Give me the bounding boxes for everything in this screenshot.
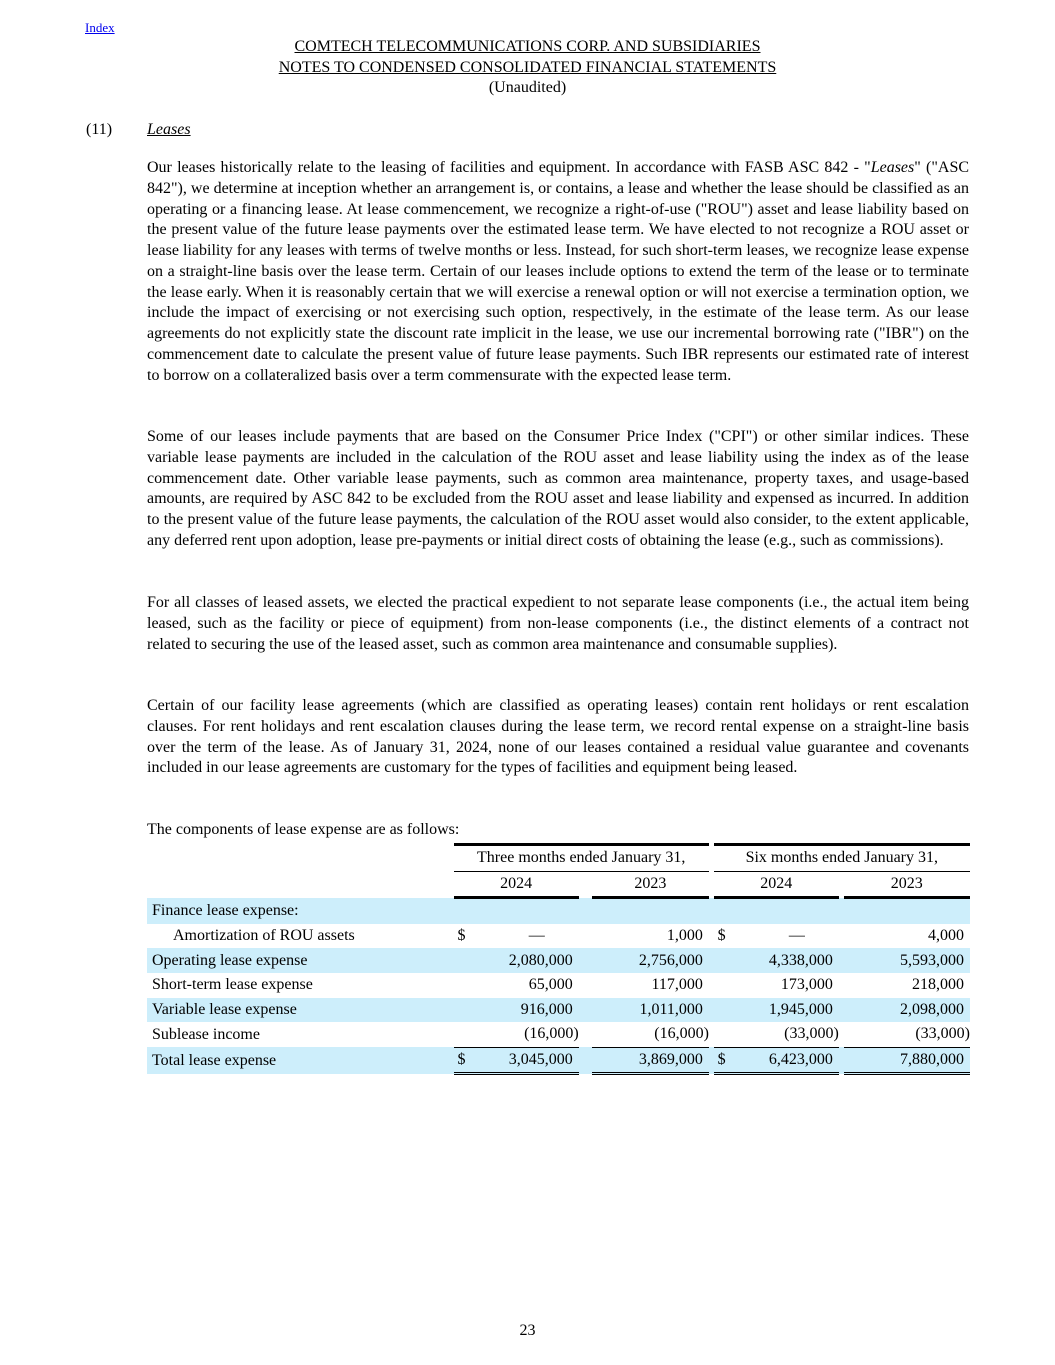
note-title: Leases (147, 121, 191, 138)
cell-value: 4,338,000 (768, 951, 833, 969)
table-row-total (147, 1047, 970, 1074)
table-row (147, 924, 970, 949)
cell-value: (16,000) (524, 1025, 579, 1043)
table-year-header-row (147, 871, 970, 898)
cell-value: (33,000) (784, 1025, 839, 1043)
year-header: 2023 (844, 871, 971, 898)
note-number: (11) (86, 121, 113, 138)
cell-value: (33,000) (915, 1025, 970, 1043)
dollar-sign: $ (457, 927, 466, 945)
dollar-sign: $ (454, 1047, 472, 1074)
paragraph-variable-payments: Some of our leases include payments that are based on the Consumer Price Index ("CPI") or other similar indices. These variable lease payments are included in the calculation of the ROU asset and lease liability using the index as of the lease commencement date. Other variable lease payments, such as common area maintenance, property taxes, and usage-based amounts, are required by ASC 842 to be excluded from the ROU asset and lease liability and expensed as incurred. In addition to the present value of the future lease payments, the calculation of the ROU asset would also consider, to the extent applicable, any deferred rent upon adoption, lease pre-payments or initial direct costs of obtaining the lease (e.g., such as commissions). (147, 428, 969, 549)
company-name: COMTECH TELECOMMUNICATIONS CORP. AND SUBSIDIARIES (294, 38, 761, 55)
table-group-header-row (147, 845, 970, 872)
cell-value: 1,011,000 (639, 1000, 703, 1018)
cell-value: 173,000 (780, 976, 833, 994)
table-intro: The components of lease expense are as follows: (147, 821, 460, 838)
cell-value: 1,000 (666, 927, 703, 945)
cell-value: 7,880,000 (844, 1047, 971, 1074)
header-six-months: Six months ended January 31, (714, 845, 970, 872)
paragraph-lease-policy (147, 158, 969, 386)
row-label: Short-term lease expense (152, 976, 313, 994)
table-row (147, 1022, 970, 1047)
header-three-months: Three months ended January 31, (454, 845, 709, 872)
cell-value: 2,756,000 (638, 951, 703, 969)
row-label: Finance lease expense: (152, 901, 299, 919)
cell-value: 4,000 (928, 927, 964, 945)
page-number: 23 (519, 1322, 536, 1339)
cell-value: 6,423,000 (731, 1047, 839, 1074)
table-row (147, 948, 970, 973)
dollar-sign: $ (717, 927, 726, 945)
cell-value: 916,000 (520, 1000, 573, 1018)
cell-value: 3,869,000 (592, 1047, 709, 1074)
cell-value: — (788, 927, 805, 945)
paragraph-text: " ("ASC 842"), we determine at inception whether an arrangement is, or contains, a lease and whether the lease should be classified as an operating or a financing lease. At lease commencement, we recognize a right-of-use ("ROU") asset and lease liability based on the present value of the future lease payments over the estimated lease term. We have elected to not recognize a ROU asset or lease liability for any leases with terms of twelve months or less. Instead, for such short-term leases, we recognize lease expense on a straight-line basis over the lease term. Certain of our leases include options to extend the term of the lease or to terminate the lease early. When it is reasonably certain that we will exercise a renewal option or will not exercise a termination option, we include the impact of exercising or not exercising such option, respectively, in the estimate of the lease term. As our lease agreements do not explicitly state the discount rate implicit in the lease, we use our incremental borrowing rate ("IBR") on the commencement date to calculate the present value of future lease payments. Such IBR represents our estimated rate of interest to borrow on a collateralized basis over a term commensurate with the expected lease term. (147, 159, 970, 384)
paragraph-italic-term: Leases (870, 159, 915, 176)
section-title: NOTES TO CONDENSED CONSOLIDATED FINANCIAL STATEMENTS (278, 58, 777, 76)
index-link[interactable]: Index (85, 20, 115, 35)
row-label: Sublease income (152, 1025, 260, 1043)
table-row (147, 998, 970, 1023)
cell-value: 65,000 (528, 976, 573, 994)
table-row (147, 898, 970, 924)
document-header (0, 37, 1055, 99)
cell-value: 3,045,000 (471, 1047, 579, 1074)
year-header: 2023 (592, 871, 709, 898)
row-label: Total lease expense (152, 1051, 277, 1069)
dollar-sign: $ (714, 1047, 732, 1074)
year-header: 2024 (454, 871, 579, 898)
table-row (147, 973, 970, 998)
cell-value: 218,000 (912, 976, 964, 994)
cell-value: (16,000) (654, 1025, 709, 1043)
paragraph-practical-expedient: For all classes of leased assets, we elected the practical expedient to not separate lease components (i.e., the actual item being leased, such as the facility or piece of equipment) from non-lease components (i.e., the distinct elements of a contract not related to securing the use of the leased asset, such as common area maintenance and consumable supplies). (147, 594, 969, 653)
lease-expense-table (147, 843, 970, 1075)
row-label: Amortization of ROU assets (173, 927, 355, 945)
row-label: Variable lease expense (152, 1000, 297, 1018)
cell-value: 117,000 (651, 976, 703, 994)
cell-value: 1,945,000 (768, 1000, 833, 1018)
cell-value: 5,593,000 (900, 951, 964, 969)
year-header: 2024 (714, 871, 839, 898)
audit-status: (Unaudited) (488, 79, 567, 96)
row-label: Operating lease expense (152, 951, 308, 969)
cell-value: — (528, 927, 545, 945)
cell-value: 2,098,000 (900, 1000, 964, 1018)
paragraph-rent-holidays: Certain of our facility lease agreements (which are classified as operating leases) contain rent holidays or rent escalation clauses. For rent holidays and rent escalation clauses during the lease term, we record rental expense on a straight-line basis over the term of the lease. As of January 31, 2024, none of our leases contained a residual value guarantee and covenants included in our lease agreements are customary for the types of facilities and equipment being leased. (147, 697, 969, 777)
cell-value: 2,080,000 (508, 951, 573, 969)
paragraph-text: Our leases historically relate to the leasing of facilities and equipment. In accordance with FASB ASC 842 - " (147, 159, 871, 176)
